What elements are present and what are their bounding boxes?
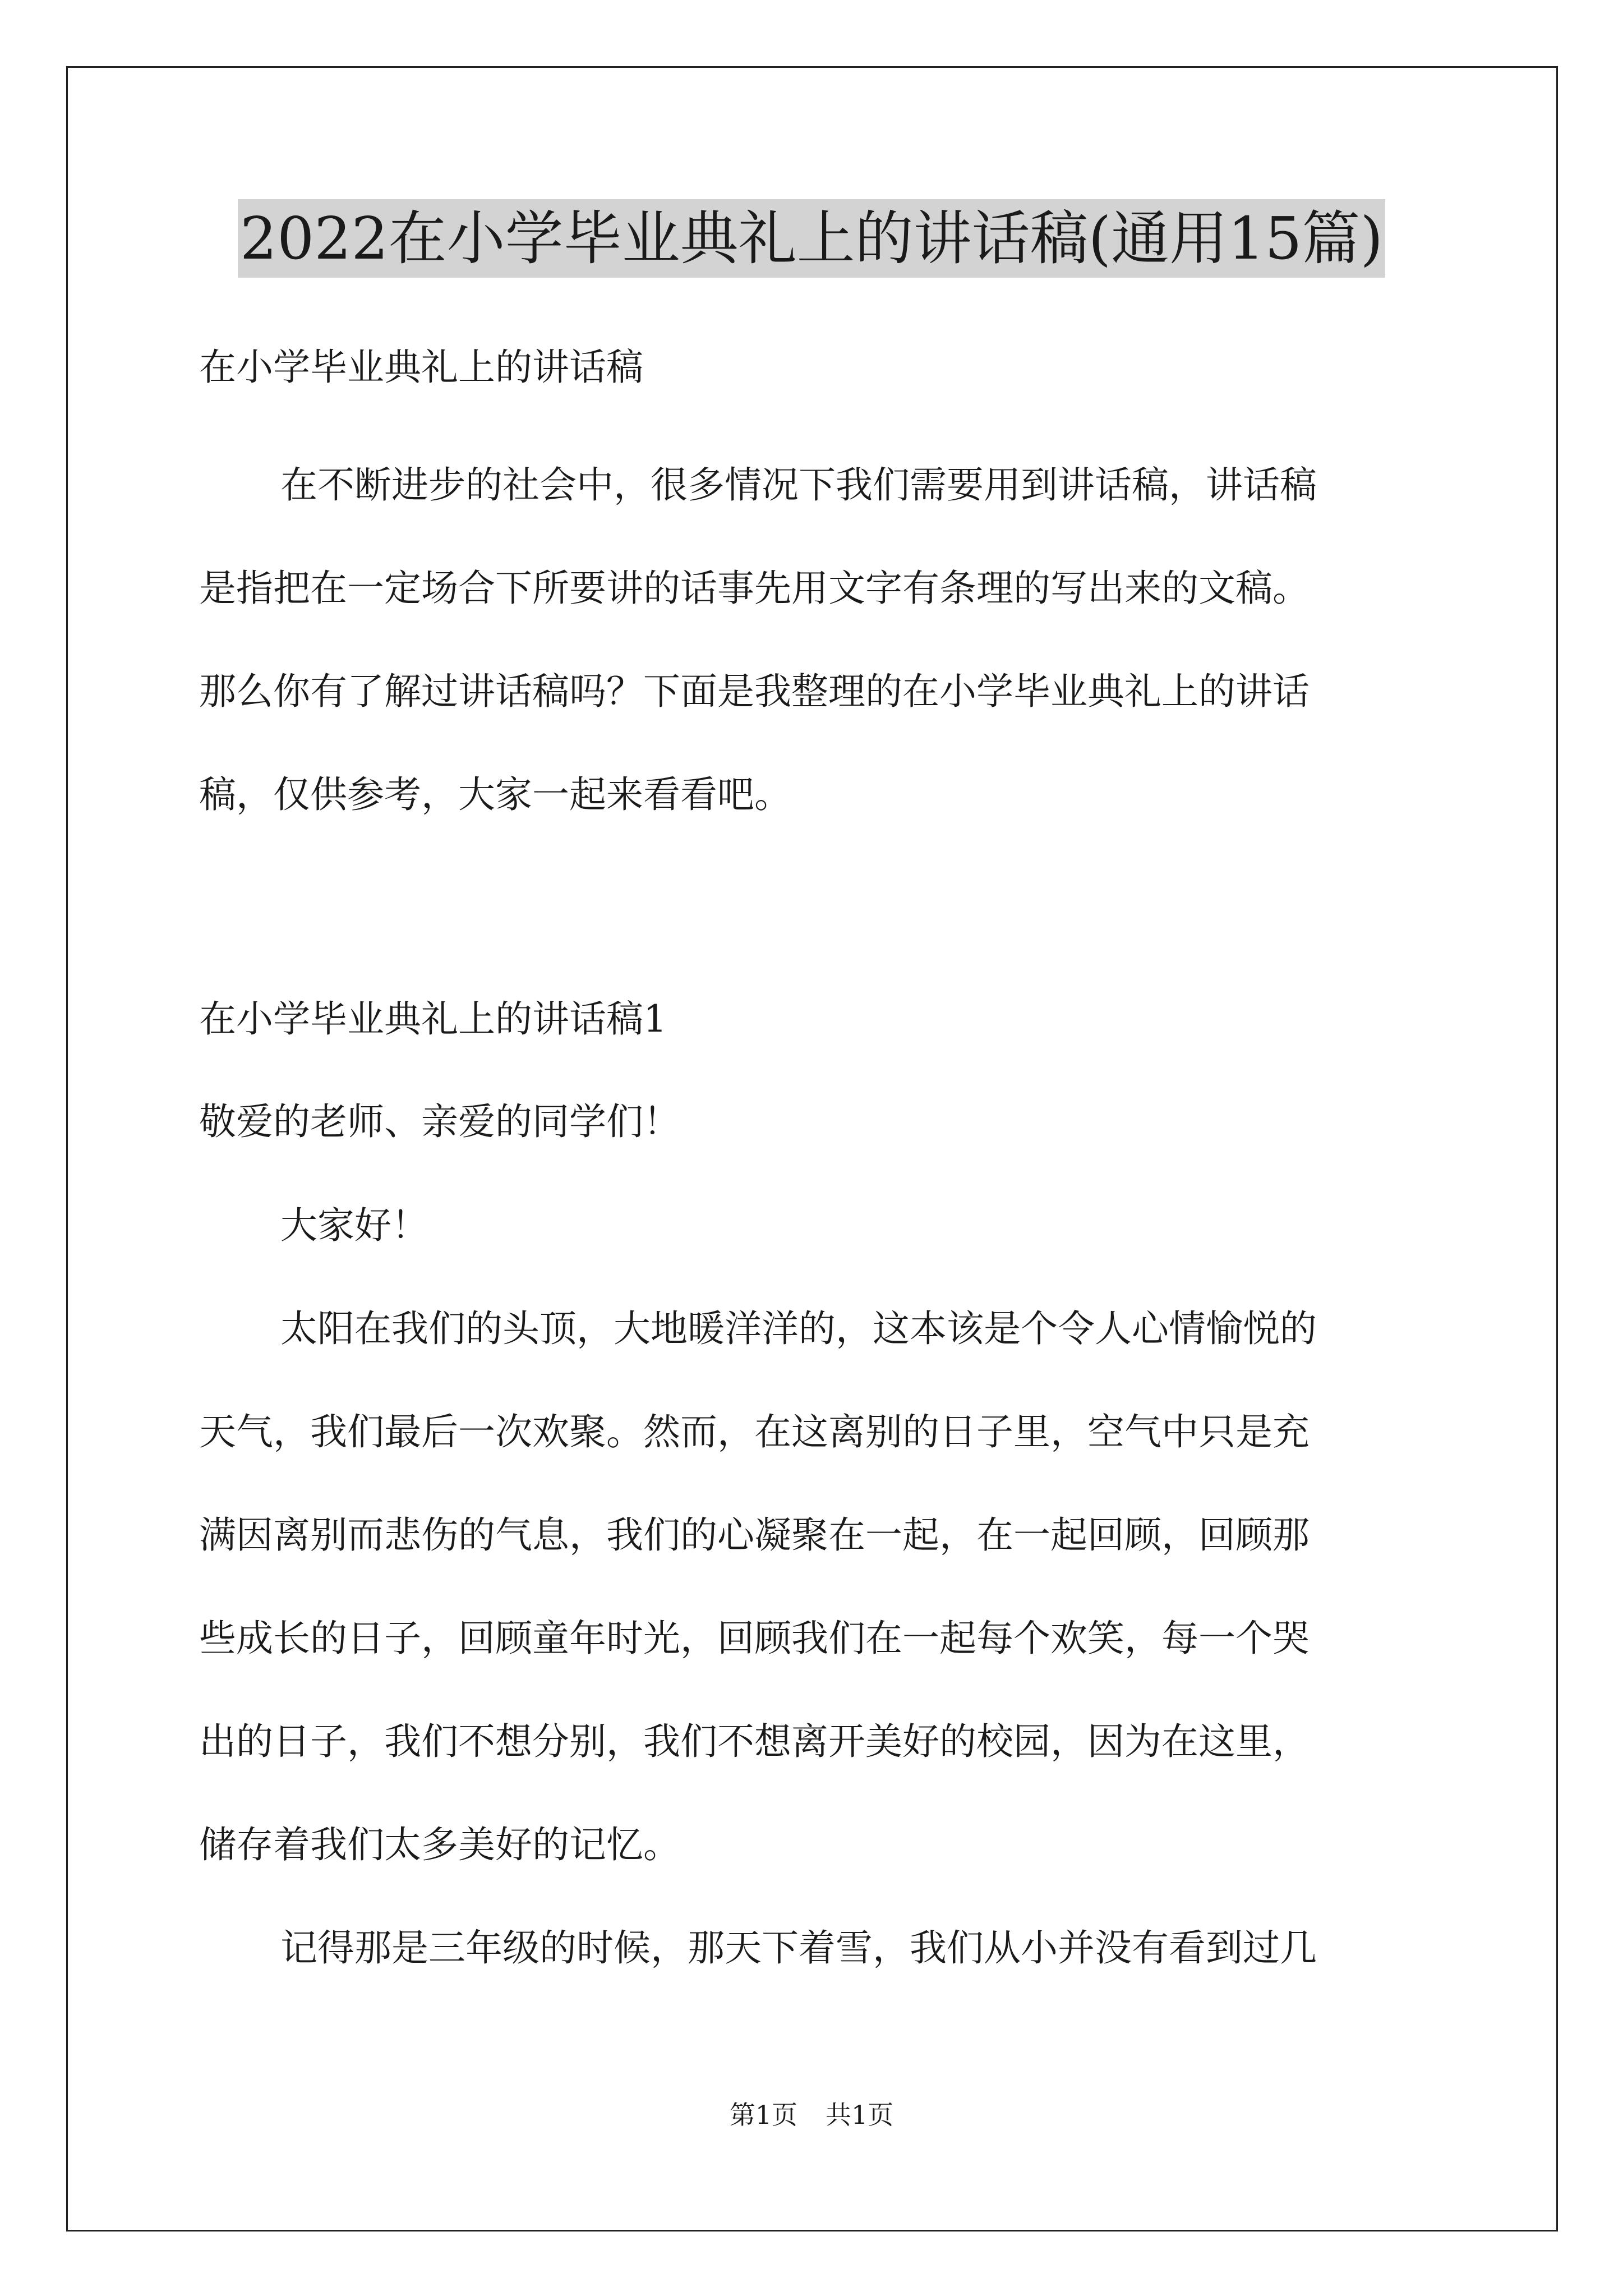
document-title: 2022在小学毕业典礼上的讲话稿(通用15篇) bbox=[238, 199, 1385, 278]
intro-paragraph-line: 那么你有了解过讲话稿吗？下面是我整理的在小学毕业典礼上的讲话 bbox=[199, 670, 1310, 713]
body-paragraph-line: 满因离别而悲伤的气息，我们的心凝聚在一起，在一起回顾，回顾那 bbox=[199, 1513, 1310, 1557]
body-paragraph-line: 些成长的日子，回顾童年时光，回顾我们在一起每个欢笑，每一个哭 bbox=[199, 1617, 1310, 1660]
greeting: 大家好！ bbox=[280, 1204, 428, 1247]
page-number-current: 第1页 bbox=[729, 2100, 797, 2130]
title-container bbox=[0, 199, 1623, 278]
intro-paragraph-line: 稿，仅供参考，大家一起来看看吧。 bbox=[199, 773, 791, 816]
intro-paragraph-line: 在不断进步的社会中，很多情况下我们需要用到讲话稿，讲话稿 bbox=[280, 463, 1317, 507]
body-paragraph-line: 太阳在我们的头顶，大地暖洋洋的，这本该是个令人心情愉悦的 bbox=[280, 1307, 1317, 1350]
page-footer bbox=[0, 2098, 1623, 2132]
body-paragraph-line: 储存着我们太多美好的记忆。 bbox=[199, 1823, 680, 1866]
speech-heading: 在小学毕业典礼上的讲话稿1 bbox=[199, 997, 667, 1041]
page-number-total: 共1页 bbox=[826, 2100, 894, 2130]
body-paragraph-line: 出的日子，我们不想分别，我们不想离开美好的校园，因为在这里， bbox=[199, 1720, 1310, 1763]
body-paragraph-line: 记得那是三年级的时候，那天下着雪，我们从小并没有看到过几 bbox=[280, 1926, 1317, 1970]
intro-paragraph-line: 是指把在一定场合下所要讲的话事先用文字有条理的写出来的文稿。 bbox=[199, 567, 1310, 610]
salutation: 敬爱的老师、亲爱的同学们！ bbox=[199, 1100, 680, 1143]
body-paragraph-line: 天气，我们最后一次欢聚。然而，在这离别的日子里，空气中只是充 bbox=[199, 1410, 1310, 1453]
section-heading: 在小学毕业典礼上的讲话稿 bbox=[199, 346, 643, 389]
